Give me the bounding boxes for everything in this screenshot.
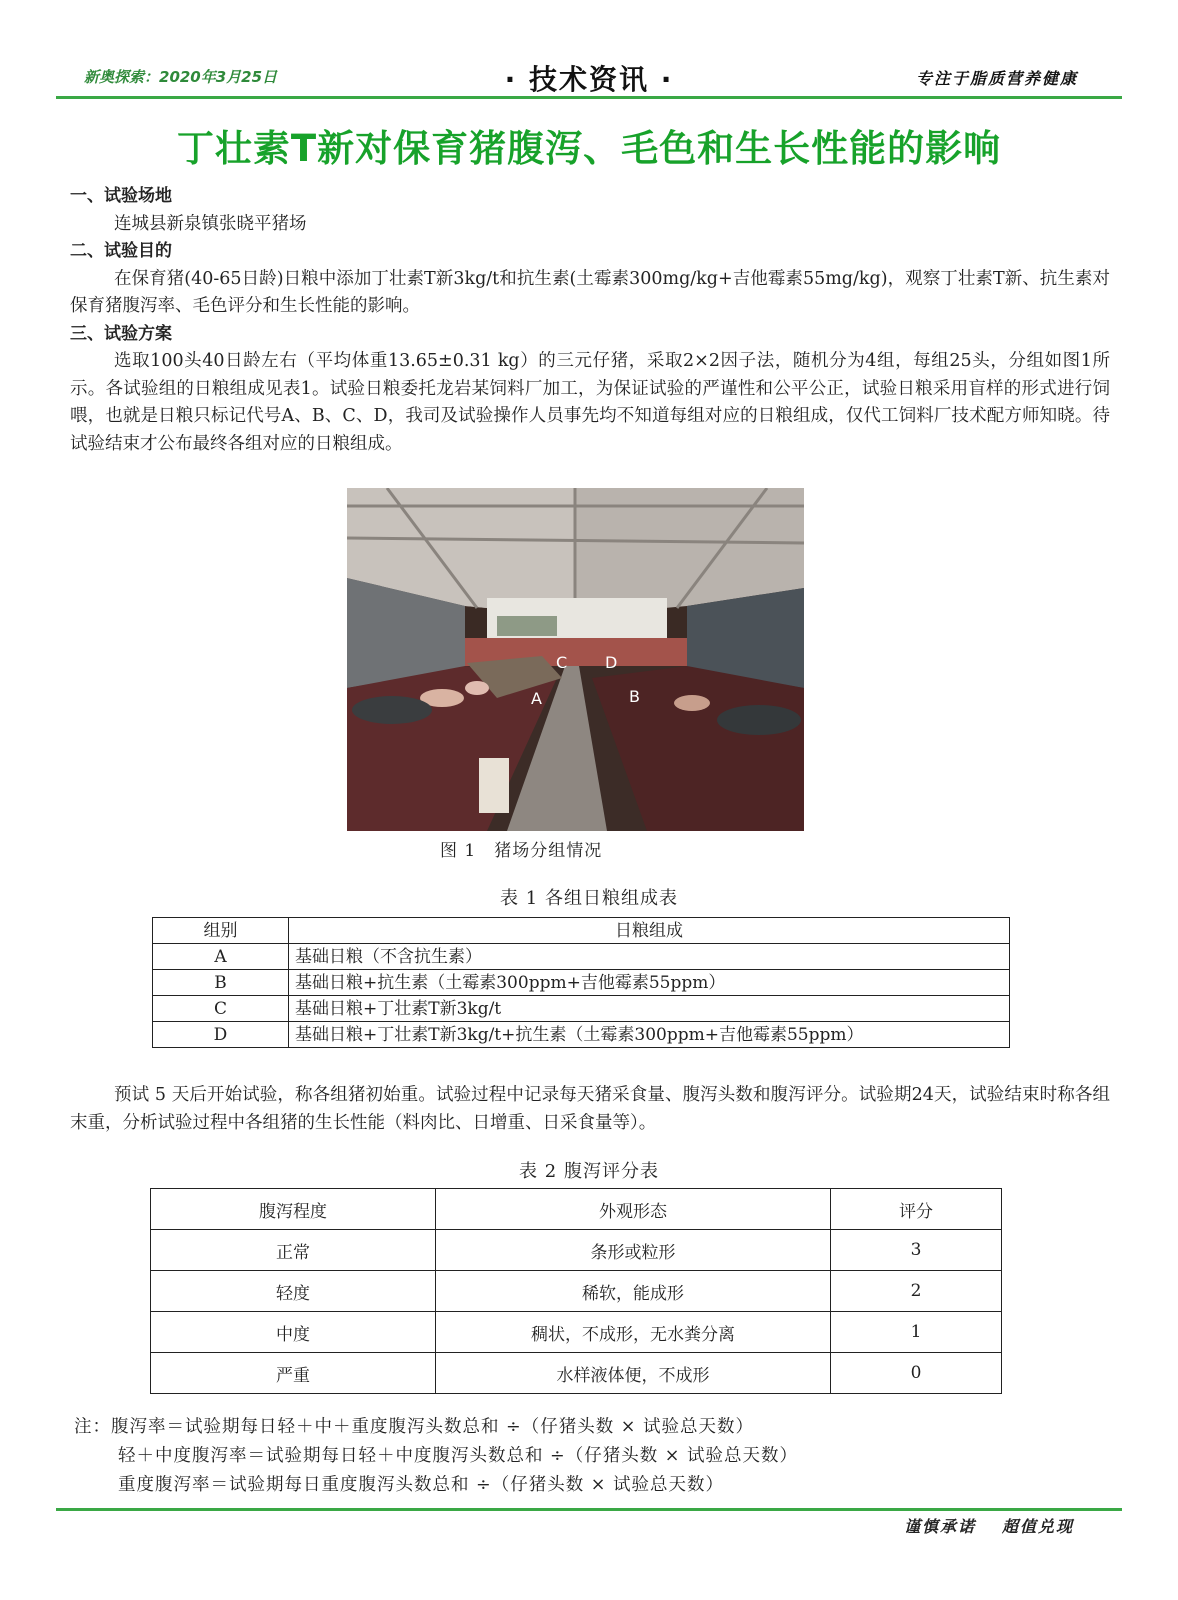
- section-text-plan: 选取100头40日龄左右（平均体重13.65±0.31 kg）的三元仔猪，采取2×2因子法，随机分为4组，每组25头，分组如图1所示。各试验组的日粮组成见表1。试验日粮委托龙岩某饲料厂加工，为保证试验的严谨性和公平公正，试验日粮采用盲样的形式进行饲喂，也就是日粮只标记代号A、B、C、D，我司及试验操作人员事先均不知道每组对应的日粮组成，仅代工饲料厂技术配方师知晓。待试验结束才公布最终各组对应的日粮组成。: [70, 351, 1110, 454]
- table-cell: 0: [831, 1353, 1002, 1394]
- table-cell: B: [153, 970, 289, 996]
- table-cell: 水样液体便，不成形: [436, 1353, 831, 1394]
- table-header-cell: 组别: [153, 918, 289, 944]
- table-cell: 3: [831, 1230, 1002, 1271]
- table-cell: 基础日粮+丁壮素T新3kg/t: [289, 996, 1010, 1022]
- table-cell: 稠状，不成形，无水粪分离: [436, 1312, 831, 1353]
- table-header-row: [153, 918, 1010, 944]
- pen-label-b: B: [629, 687, 640, 706]
- table-row: [153, 970, 1010, 996]
- section-heading-plan: 三、试验方案: [70, 323, 172, 344]
- table-row: [151, 1312, 1002, 1353]
- header-divider: [56, 96, 1122, 99]
- table-cell: D: [153, 1022, 289, 1048]
- article-title: 丁壮素T新对保育猪腹泻、毛色和生长性能的影响: [176, 127, 1002, 170]
- table-cell: 基础日粮+抗生素（土霉素300ppm+吉他霉素55ppm）: [289, 970, 1010, 996]
- table-row: [153, 1022, 1010, 1048]
- pig-farm-photo: [347, 488, 804, 831]
- table-header-cell: 评分: [831, 1189, 1002, 1230]
- note-line: 注：腹泻率＝试验期每日轻＋中＋重度腹泻头数总和 ÷（仔猪头数 × 试验总天数）: [74, 1417, 755, 1437]
- table-cell: 轻度: [151, 1271, 436, 1312]
- table-cell: A: [153, 944, 289, 970]
- table-row: [151, 1230, 1002, 1271]
- table1-caption: 表 1 各组日粮组成表: [500, 888, 678, 909]
- footer-divider: [56, 1508, 1122, 1511]
- footer-slogan-right: 超值兑现: [1001, 1517, 1074, 1536]
- table-header-cell: 日粮组成: [289, 918, 1010, 944]
- note-line: 重度腹泻率＝试验期每日重度腹泻头数总和 ÷（仔猪头数 × 试验总天数）: [118, 1475, 725, 1495]
- table-header-cell: 腹泻程度: [151, 1189, 436, 1230]
- section-heading-site: 一、试验场地: [70, 186, 172, 206]
- section-text-site: 连城县新泉镇张晓平猪场: [114, 213, 307, 234]
- diet-composition-table: [152, 917, 1010, 1048]
- pen-label-d: D: [605, 653, 618, 672]
- table-cell: 基础日粮+丁壮素T新3kg/t+抗生素（土霉素300ppm+吉他霉素55ppm）: [289, 1022, 1010, 1048]
- formula-notes: [74, 1413, 798, 1500]
- diarrhea-score-table: [150, 1188, 1002, 1394]
- table-cell: 中度: [151, 1312, 436, 1353]
- section-heading-purpose: 二、试验目的: [70, 241, 172, 261]
- header-slogan: 专注于脂质营养健康: [915, 69, 1078, 88]
- figure-caption: 图 1 猪场分组情况: [440, 841, 603, 861]
- table2-caption: 表 2 腹泻评分表: [519, 1161, 659, 1182]
- table-cell: C: [153, 996, 289, 1022]
- table-cell: 正常: [151, 1230, 436, 1271]
- table-row: [153, 996, 1010, 1022]
- footer-slogan: [904, 1514, 1074, 1537]
- pen-label-a: A: [531, 689, 542, 708]
- table-row: [151, 1271, 1002, 1312]
- table-header-row: [151, 1189, 1002, 1230]
- table-cell: 严重: [151, 1353, 436, 1394]
- table-cell: 基础日粮（不含抗生素）: [289, 944, 1010, 970]
- table-row: [153, 944, 1010, 970]
- section-text-purpose: 在保育猪(40-65日龄)日粮中添加丁壮素T新3kg/t和抗生素(土霉素300mg/kg+吉他霉素55mg/kg)，观察丁壮素T新、抗生素对保育猪腹泻率、毛色评分和生长性能的影响。: [70, 268, 1110, 316]
- trial-procedure-paragraph: 预试 5 天后开始试验，称各组猪初始重。试验过程中记录每天猪采食量、腹泻头数和腹泻评分。试验期24天，试验结束时称各组末重，分析试验过程中各组猪的生长性能（料肉比、日增重、日采食量等）。: [70, 1085, 1110, 1133]
- page-header: [0, 0, 1178, 100]
- table-cell: 条形或粒形: [436, 1230, 831, 1271]
- table-row: [151, 1353, 1002, 1394]
- table-cell: 稀软，能成形: [436, 1271, 831, 1312]
- table-header-cell: 外观形态: [436, 1189, 831, 1230]
- table-cell: 2: [831, 1271, 1002, 1312]
- pen-label-c: C: [556, 653, 568, 672]
- header-date: 新奥探索：2020年3月25日: [84, 68, 278, 86]
- article-body: [70, 183, 1110, 458]
- header-section-title: · 技术资讯 ·: [504, 63, 674, 96]
- table-cell: 1: [831, 1312, 1002, 1353]
- note-line: 轻＋中度腹泻率＝试验期每日轻＋中度腹泻头数总和 ÷（仔猪头数 × 试验总天数）: [118, 1446, 799, 1466]
- footer-slogan-left: 谨慎承诺: [903, 1517, 976, 1536]
